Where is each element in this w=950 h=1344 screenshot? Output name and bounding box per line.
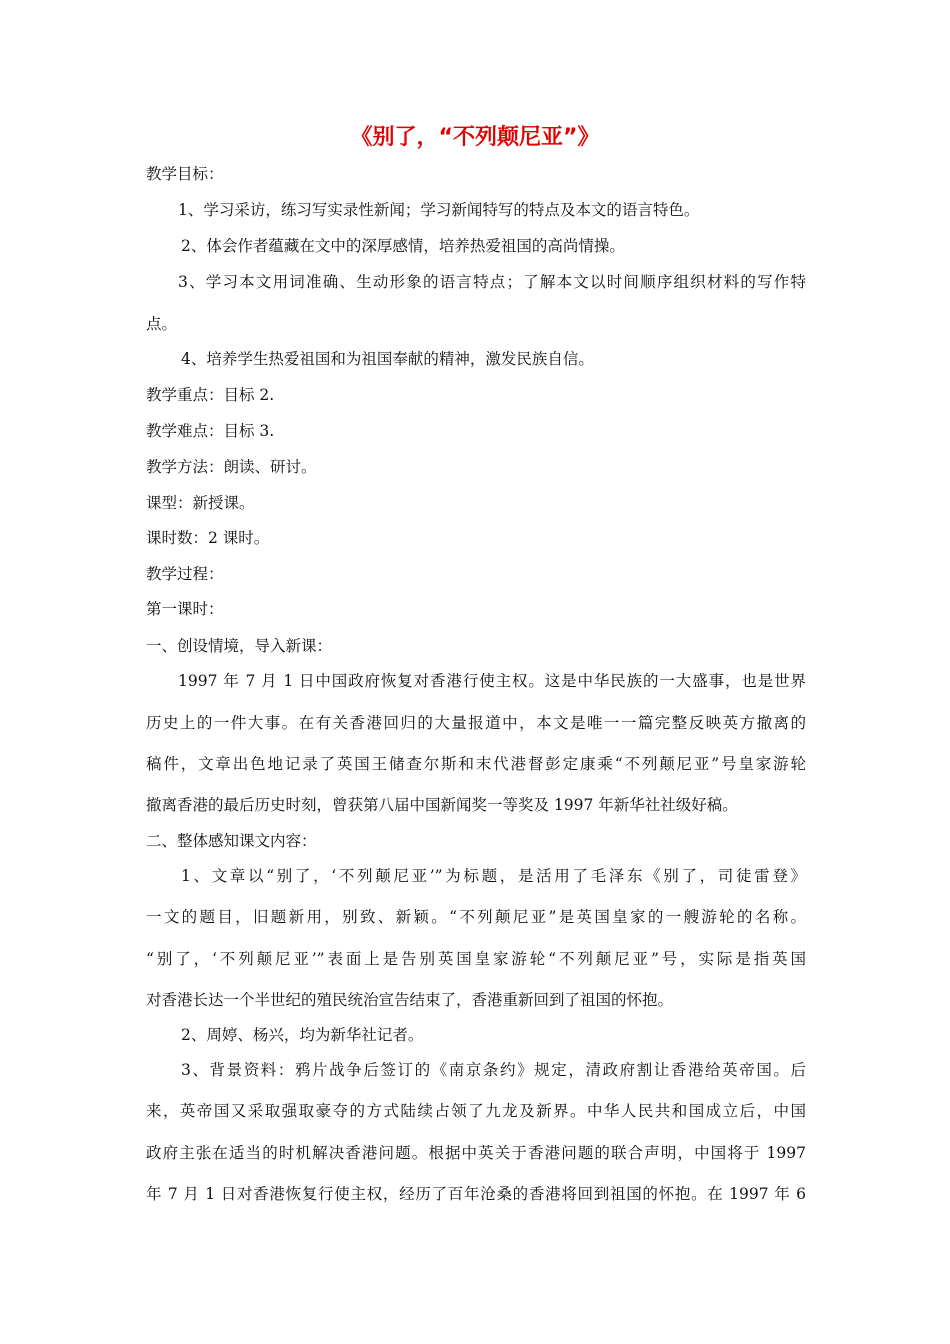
first-period-heading: 第一课时：	[146, 600, 224, 618]
lesson-type: 课型：新授课。	[146, 494, 255, 512]
period-count: 课时数：2 课时。	[146, 529, 270, 547]
goals-heading: 教学目标：	[146, 165, 224, 183]
intro-line-3: 稿件，文章出色地记录了英国王储查尔斯和末代港督彭定康乘“不列颠尼亚”号皇家游轮	[146, 755, 806, 773]
section-2-heading: 二、整体感知课文内容：	[146, 832, 317, 850]
goal-3-line-2: 点。	[146, 315, 178, 333]
p2: 2、周婷、杨兴，均为新华社记者。	[181, 1026, 424, 1044]
p3-line-4: 年 7 月 1 日对香港恢复行使主权，经历了百年沧桑的香港将回到祖国的怀抱。在 1997 年 6	[146, 1185, 806, 1203]
p1-line-3: “别了，‘不列颠尼亚’”表面上是告别英国皇家游轮“不列颠尼亚”号，实际是指英国	[146, 950, 806, 968]
goal-2: 2、体会作者蕴藏在文中的深厚感情，培养热爱祖国的高尚情操。	[181, 237, 625, 255]
intro-line-1: 1997 年 7 月 1 日中国政府恢复对香港行使主权。这是中华民族的一大盛事，也是世界	[178, 672, 806, 690]
p1-line-2: 一文的题目，旧题新用，别致、新颖。“不列颠尼亚”是英国皇家的一艘游轮的名称。	[146, 908, 806, 926]
process-heading: 教学过程：	[146, 565, 224, 583]
document-title: 《别了，“不列颠尼亚”》	[350, 125, 600, 150]
p1-line-1: 1、文章以“别了，‘不列颠尼亚’”为标题，是活用了毛泽东《别了，司徒雷登》	[181, 867, 806, 885]
p3-line-1: 3、背景资料：鸦片战争后签订的《南京条约》规定，清政府割让香港给英帝国。后	[181, 1061, 806, 1079]
section-1-heading: 一、创设情境，导入新课：	[146, 637, 333, 655]
teaching-method: 教学方法：朗读、研讨。	[146, 458, 317, 476]
intro-line-4: 撤离香港的最后历史时刻，曾获第八届中国新闻奖一等奖及 1997 年新华社社级好稿。	[146, 796, 738, 814]
goal-4: 4、培养学生热爱祖国和为祖国奉献的精神，激发民族自信。	[181, 350, 594, 368]
intro-line-2: 历史上的一件大事。在有关香港回归的大量报道中，本文是唯一一篇完整反映英方撤离的	[146, 714, 806, 732]
p1-line-4: 对香港长达一个半世纪的殖民统治宣告结束了，香港重新回到了祖国的怀抱。	[146, 991, 674, 1009]
p3-line-3: 政府主张在适当的时机解决香港问题。根据中英关于香港问题的联合声明，中国将于 1997	[146, 1144, 806, 1162]
goal-1: 1、学习采访，练习写实录性新闻；学习新闻特写的特点及本文的语言特色。	[178, 201, 700, 219]
p3-line-2: 来，英帝国又采取强取豪夺的方式陆续占领了九龙及新界。中华人民共和国成立后，中国	[146, 1102, 806, 1120]
key-point: 教学重点：目标 2.	[146, 386, 275, 404]
difficulty: 教学难点：目标 3.	[146, 422, 275, 440]
goal-3-line-1: 3、学习本文用词准确、生动形象的语言特点；了解本文以时间顺序组织材料的写作特	[178, 273, 806, 291]
